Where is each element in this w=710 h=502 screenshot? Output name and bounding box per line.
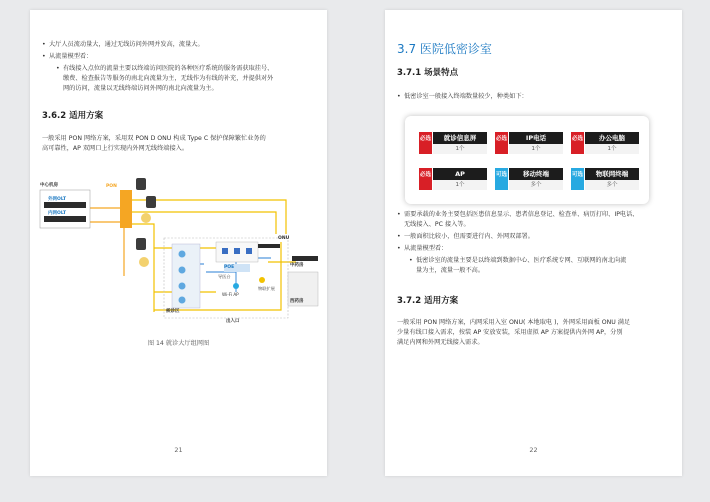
terminal-card (495, 168, 563, 190)
terminal-name: 物联网终端 (585, 168, 639, 180)
para-line: 满足内网和外网无线接入需求。 (397, 339, 484, 346)
pc-device (179, 283, 186, 290)
wifi-ap-label: Wi-Fi AP (222, 292, 239, 297)
bullet-text: 从流量模型看： (49, 53, 93, 60)
para-line: 一般采用 PON 网络方案，内网采用入室 ONU( 本地取电 )，外网采用面板 ONU 满足 (397, 319, 631, 326)
olt-inner-label: 内网OLT (48, 211, 67, 216)
terminal-device (136, 178, 146, 190)
paragraph (397, 318, 677, 348)
wait-label: 候诊区 (166, 309, 180, 314)
bullet-item: • 从流量模型看： (397, 244, 677, 254)
bullet-line: 从流量模型看： (404, 245, 448, 252)
pc-device (179, 297, 186, 304)
bullet-item: • 一般面积比较小，但需要进行内、外网双部署。 (397, 232, 677, 242)
waiting-zone (172, 244, 200, 308)
section-heading: 3.6.2 适用方案 (42, 111, 104, 121)
bullet-line: 低密诊室的流量主要是以终端到数据中心、医疗系统专网、互联网的南北向流 (416, 257, 627, 264)
exit-label: 出入口 (226, 319, 240, 324)
terminal-name: IP电话 (509, 132, 563, 144)
olt-outer-label: 外网OLT (48, 197, 67, 202)
sub-heading: 3.7.1 场景特点 (397, 68, 459, 78)
para-line: 少量有线口接入需求，按装 AP 安放安装，采用虚拟 AP 方案提供内外网 AP，分别 (397, 329, 623, 336)
must-badge: 必选 (495, 132, 508, 154)
terminal-count: 多个 (509, 180, 563, 190)
pon-block (120, 190, 132, 228)
phone-device (246, 248, 252, 254)
figure-caption: 图 14 就诊大厅组网图 (147, 340, 210, 347)
terminal-card (495, 132, 563, 154)
terminal-count: 多个 (585, 180, 639, 190)
onu-label: ONU (278, 236, 290, 241)
chapter-heading: 3.7 医院低密诊室 (397, 42, 492, 56)
west-pharmacy-label: 西药房 (290, 299, 304, 304)
terminal-card (419, 132, 487, 154)
terminal-grid (405, 116, 649, 204)
page-left (30, 10, 327, 476)
terminal-count: 1个 (433, 180, 487, 190)
phone-device (222, 248, 228, 254)
terminal-device (136, 238, 146, 250)
poe-label: POE (224, 265, 235, 270)
optional-badge: 可选 (571, 168, 584, 190)
para-line: 一般采用 PON 网络方案，采用双 PON D ONU 构成 Type C 保护保障繁忙业务的 (42, 135, 266, 142)
bullet-item: • 低密诊室一般接入终端数量较少，种类如下： (397, 92, 677, 102)
terminal-device (146, 196, 156, 208)
sub-bullet-line: 有线接入点位的流量主要以终端访问医院的各种医疗系统的服务需获取挂号、 (63, 65, 274, 72)
must-badge: 必选 (571, 132, 584, 154)
mid-pharmacy-label: 中药房 (290, 263, 304, 268)
terminal-card (419, 168, 487, 190)
bullet-item: • 从流量模型看： (42, 52, 322, 62)
pon-label: PON (106, 184, 117, 189)
bullet-line: 量为主，流量一般不高。 (416, 267, 485, 274)
terminal-name: 办公电脑 (585, 132, 639, 144)
iot-label: 物联扩展 (258, 286, 275, 291)
terminal-name: AP (433, 168, 487, 180)
bullet-text: 大厅人员流动量大，通过无线访问外网并发高，流量大。 (49, 41, 204, 48)
sub-bullet-item: • 有线接入点位的流量主要以终端访问医院的各种医疗系统的服务需获取挂号、 缴费、检查报告等服务的南北向流量为主，无线作为有线的补充，并提供对外 网的访问，流量以无线终端访问外网的南北向流量为主。 (56, 64, 322, 94)
guide-label: 导医台 (218, 274, 231, 279)
terminal-card (571, 168, 639, 190)
iot-device (259, 277, 265, 283)
sub-bullet-line: 缴费、检查报告等服务的南北向流量为主，无线作为有线的补充，并提供对外 (63, 75, 274, 82)
para-line: 高可靠性，AP 双网口上行实现内外网无线终端接入。 (42, 145, 189, 152)
ap-device (233, 283, 239, 289)
sub-bullet-line: 网的访问，流量以无线终端访问外网的南北向流量为主。 (63, 85, 218, 92)
camera-device (139, 257, 149, 267)
camera-device (141, 213, 151, 223)
fiber-line (132, 224, 154, 312)
terminal-name: 移动终端 (509, 168, 563, 180)
pc-device (179, 267, 186, 274)
onu-device (292, 256, 318, 261)
bullet-text: 低密诊室一般接入终端数量较少，种类如下： (404, 93, 528, 100)
olt-device (44, 202, 86, 208)
pc-device (179, 251, 186, 258)
paragraph (42, 134, 322, 154)
sub-heading: 3.7.2 适用方案 (397, 296, 459, 306)
terminal-count: 1个 (585, 144, 639, 154)
bullet-item: • 大厅人员流动量大，通过无线访问外网并发高，流量大。 (42, 40, 322, 50)
olt-device (44, 216, 86, 222)
optional-badge: 可选 (495, 168, 508, 190)
terminal-count: 1个 (433, 144, 487, 154)
onu-device (258, 244, 280, 248)
room-label: 中心机房 (40, 183, 58, 188)
diagram-svg (36, 172, 326, 328)
bullet-line: 无线接入、PC 接入等。 (404, 221, 470, 228)
terminal-card (571, 132, 639, 154)
must-badge: 必选 (419, 132, 432, 154)
phone-device (234, 248, 240, 254)
terminal-count: 1个 (509, 144, 563, 154)
page-number: 22 (529, 446, 538, 454)
terminal-name: 就诊信息屏 (433, 132, 487, 144)
sub-bullet-item: • 低密诊室的流量主要是以终端到数据中心、医疗系统专网、互联网的南北向流 量为主，流量一般不高。 (409, 256, 677, 276)
bullet-item: • 需要承载的业务主要包括医患信息显示、患者信息登记、检查单、病历打印、IP电话、 无线接入、PC 接入等。 (397, 210, 677, 230)
page-number: 21 (174, 446, 183, 454)
bullet-line: 一般面积比较小，但需要进行内、外网双部署。 (404, 233, 534, 240)
must-badge: 必选 (419, 168, 432, 190)
page-right (385, 10, 682, 476)
network-diagram (36, 172, 326, 328)
bullet-line: 需要承载的业务主要包括医患信息显示、患者信息登记、检查单、病历打印、IP电话、 (404, 211, 639, 218)
